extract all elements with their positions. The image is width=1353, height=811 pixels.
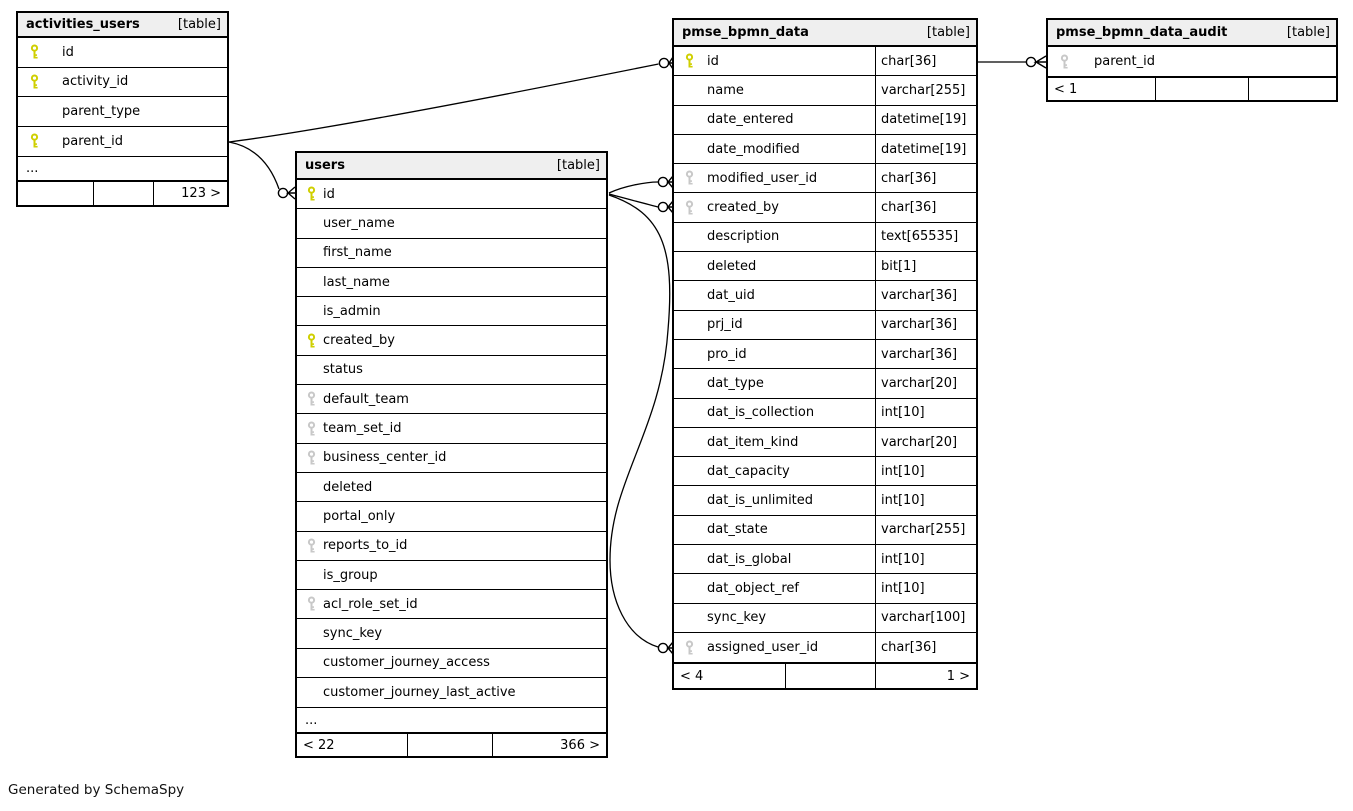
table-footer (1048, 76, 1336, 100)
column-type: varchar[20] (875, 428, 976, 456)
column-row (297, 649, 606, 678)
column-row (297, 297, 606, 326)
foreign-key-icon (306, 538, 317, 553)
footer-cell: 366 > (492, 734, 606, 756)
column-row (674, 340, 976, 369)
column-name: dat_state (707, 522, 768, 538)
column-name: name (707, 82, 744, 98)
column-row (297, 619, 606, 648)
column-row (674, 574, 976, 603)
column-row (674, 252, 976, 281)
column-row (18, 68, 227, 98)
column-row (674, 604, 976, 633)
footer-cell (1155, 78, 1248, 100)
column-row (674, 76, 976, 105)
column-type: varchar[36] (875, 311, 976, 339)
column-type: varchar[20] (875, 369, 976, 397)
column-name: dat_is_global (707, 551, 792, 567)
column-name: last_name (323, 274, 390, 290)
column-row (674, 47, 976, 76)
column-row (297, 444, 606, 473)
foreign-key-icon (306, 597, 317, 612)
footer-cell (1248, 78, 1336, 100)
column-row (297, 473, 606, 502)
foreign-key-icon (684, 171, 695, 186)
column-type: varchar[36] (875, 340, 976, 368)
column-row (297, 678, 606, 707)
column-name: dat_is_collection (707, 405, 815, 421)
column-row (674, 486, 976, 515)
column-row (674, 457, 976, 486)
column-type: varchar[255] (875, 76, 976, 104)
table-tag: [table] (556, 158, 600, 173)
table-footer (297, 732, 606, 756)
column-row (674, 223, 976, 252)
column-row (18, 38, 227, 68)
table-activities-users (16, 11, 229, 207)
column-name: default_team (323, 391, 409, 407)
hidden-columns-ellipsis: ... (18, 156, 227, 180)
table-tag: [table] (926, 25, 970, 40)
column-row (674, 399, 976, 428)
column-name: portal_only (323, 508, 396, 524)
table-header-pmse-bpmn-data[interactable] (674, 20, 976, 47)
relationship-activities_users.parent_id-to-users.id (229, 142, 295, 199)
footer-cell: < 22 (303, 737, 335, 753)
table-name: activities_users (26, 17, 140, 32)
column-name: is_admin (323, 303, 381, 319)
footer-cell (18, 182, 93, 205)
column-type: varchar[100] (875, 604, 976, 632)
column-row (297, 590, 606, 619)
primary-key-icon (29, 74, 40, 89)
column-row (674, 106, 976, 135)
column-name: modified_user_id (707, 170, 818, 186)
column-name: pro_id (707, 346, 747, 362)
column-name: acl_role_set_id (323, 596, 418, 612)
column-type: int[10] (875, 574, 976, 602)
foreign-key-icon (684, 640, 695, 655)
column-name: first_name (323, 245, 392, 261)
foreign-key-icon (684, 200, 695, 215)
column-name: status (323, 362, 363, 378)
footer-cell: 123 > (153, 182, 227, 205)
hidden-columns-ellipsis: ... (297, 707, 606, 732)
column-type: char[36] (875, 633, 976, 662)
column-row (674, 164, 976, 193)
column-name: description (707, 229, 780, 245)
column-type: char[36] (875, 47, 976, 75)
column-row (297, 356, 606, 385)
column-name: created_by (707, 200, 779, 216)
footer-cell: < 1 (1054, 81, 1078, 97)
table-tag: [table] (1286, 25, 1330, 40)
relationship-users.id-to-pmse_bpmn_data.assigned_user_id (609, 195, 673, 654)
column-name: prj_id (707, 317, 743, 333)
column-name: dat_item_kind (707, 434, 799, 450)
column-row (674, 428, 976, 457)
column-row (674, 193, 976, 222)
column-row (674, 545, 976, 574)
footer-cell: < 4 (680, 668, 704, 684)
foreign-key-icon (306, 450, 317, 465)
table-name: pmse_bpmn_data_audit (1056, 25, 1228, 40)
relationship-activities_users.parent_id-to-pmse_bpmn_data.id (229, 57, 673, 142)
primary-key-icon (29, 45, 40, 60)
primary-key-icon (306, 333, 317, 348)
column-type: char[36] (875, 164, 976, 192)
column-name: parent_type (62, 103, 141, 119)
column-type: varchar[36] (875, 281, 976, 309)
column-row (674, 516, 976, 545)
column-name: customer_journey_last_active (323, 685, 516, 701)
column-row (297, 414, 606, 443)
column-row (18, 97, 227, 127)
column-name: user_name (323, 215, 395, 231)
table-header-activities-users[interactable] (18, 13, 227, 38)
table-name: pmse_bpmn_data (682, 25, 809, 40)
column-name: deleted (323, 479, 373, 495)
column-name: date_entered (707, 112, 794, 128)
table-header-pmse-bpmn-data-audit[interactable] (1048, 20, 1336, 47)
column-name: dat_capacity (707, 463, 790, 479)
column-type: text[65535] (875, 223, 976, 251)
relationship-users.id-to-pmse_bpmn_data.created_by (609, 194, 673, 213)
table-name: users (305, 158, 345, 173)
column-row (1048, 47, 1336, 76)
relationship-users.id-to-pmse_bpmn_data.modified_user_id (609, 176, 673, 193)
column-type: char[36] (875, 193, 976, 221)
column-name: id (62, 44, 74, 60)
column-type: datetime[19] (875, 135, 976, 163)
column-row (297, 268, 606, 297)
table-pmse-bpmn-data (672, 18, 978, 690)
table-pmse-bpmn-data-audit (1046, 18, 1338, 102)
column-name: date_modified (707, 141, 800, 157)
column-name: dat_type (707, 375, 764, 391)
column-type: int[10] (875, 399, 976, 427)
column-name: is_group (323, 567, 378, 583)
primary-key-icon (29, 134, 40, 149)
column-row (674, 135, 976, 164)
column-name: id (707, 53, 719, 69)
primary-key-icon (684, 54, 695, 69)
column-row (674, 369, 976, 398)
column-name: parent_id (62, 133, 123, 149)
table-footer (674, 662, 976, 688)
column-type: int[10] (875, 545, 976, 573)
column-row (674, 311, 976, 340)
column-row (674, 633, 976, 662)
column-type: varchar[255] (875, 516, 976, 544)
column-name: sync_key (323, 626, 383, 642)
column-row (297, 561, 606, 590)
table-footer (18, 180, 227, 205)
column-row (297, 532, 606, 561)
column-row (674, 281, 976, 310)
relationship-pmse_bpmn_data.id-to-pmse_bpmn_data_audit.parent_id (978, 56, 1046, 68)
column-name: sync_key (707, 610, 767, 626)
column-row (297, 209, 606, 238)
column-row (297, 385, 606, 414)
column-name: customer_journey_access (323, 655, 490, 671)
footer-cell (785, 664, 875, 688)
footer-cell (407, 734, 492, 756)
column-name: assigned_user_id (707, 640, 819, 656)
column-row (297, 326, 606, 355)
column-row (297, 502, 606, 531)
column-row (297, 180, 606, 209)
column-row (297, 239, 606, 268)
generator-credit: Generated by SchemaSpy (8, 782, 185, 798)
column-name: dat_object_ref (707, 580, 800, 596)
foreign-key-icon (306, 392, 317, 407)
column-name: reports_to_id (323, 538, 408, 554)
column-name: created_by (323, 333, 395, 349)
column-name: parent_id (1094, 54, 1155, 70)
column-name: deleted (707, 258, 757, 274)
column-name: activity_id (62, 74, 129, 90)
column-name: business_center_id (323, 450, 447, 466)
table-users (295, 151, 608, 758)
column-type: bit[1] (875, 252, 976, 280)
table-tag: [table] (177, 17, 221, 32)
foreign-key-icon (306, 421, 317, 436)
column-type: int[10] (875, 486, 976, 514)
column-name: dat_uid (707, 288, 755, 304)
column-row (18, 127, 227, 157)
column-name: team_set_id (323, 421, 402, 437)
column-name: dat_is_unlimited (707, 493, 814, 509)
column-type: int[10] (875, 457, 976, 485)
footer-cell (93, 182, 153, 205)
column-name: id (323, 186, 335, 202)
table-header-users[interactable] (297, 153, 606, 180)
column-type: datetime[19] (875, 106, 976, 134)
foreign-key-icon (1059, 54, 1070, 69)
footer-cell: 1 > (875, 664, 976, 688)
primary-key-icon (306, 187, 317, 202)
